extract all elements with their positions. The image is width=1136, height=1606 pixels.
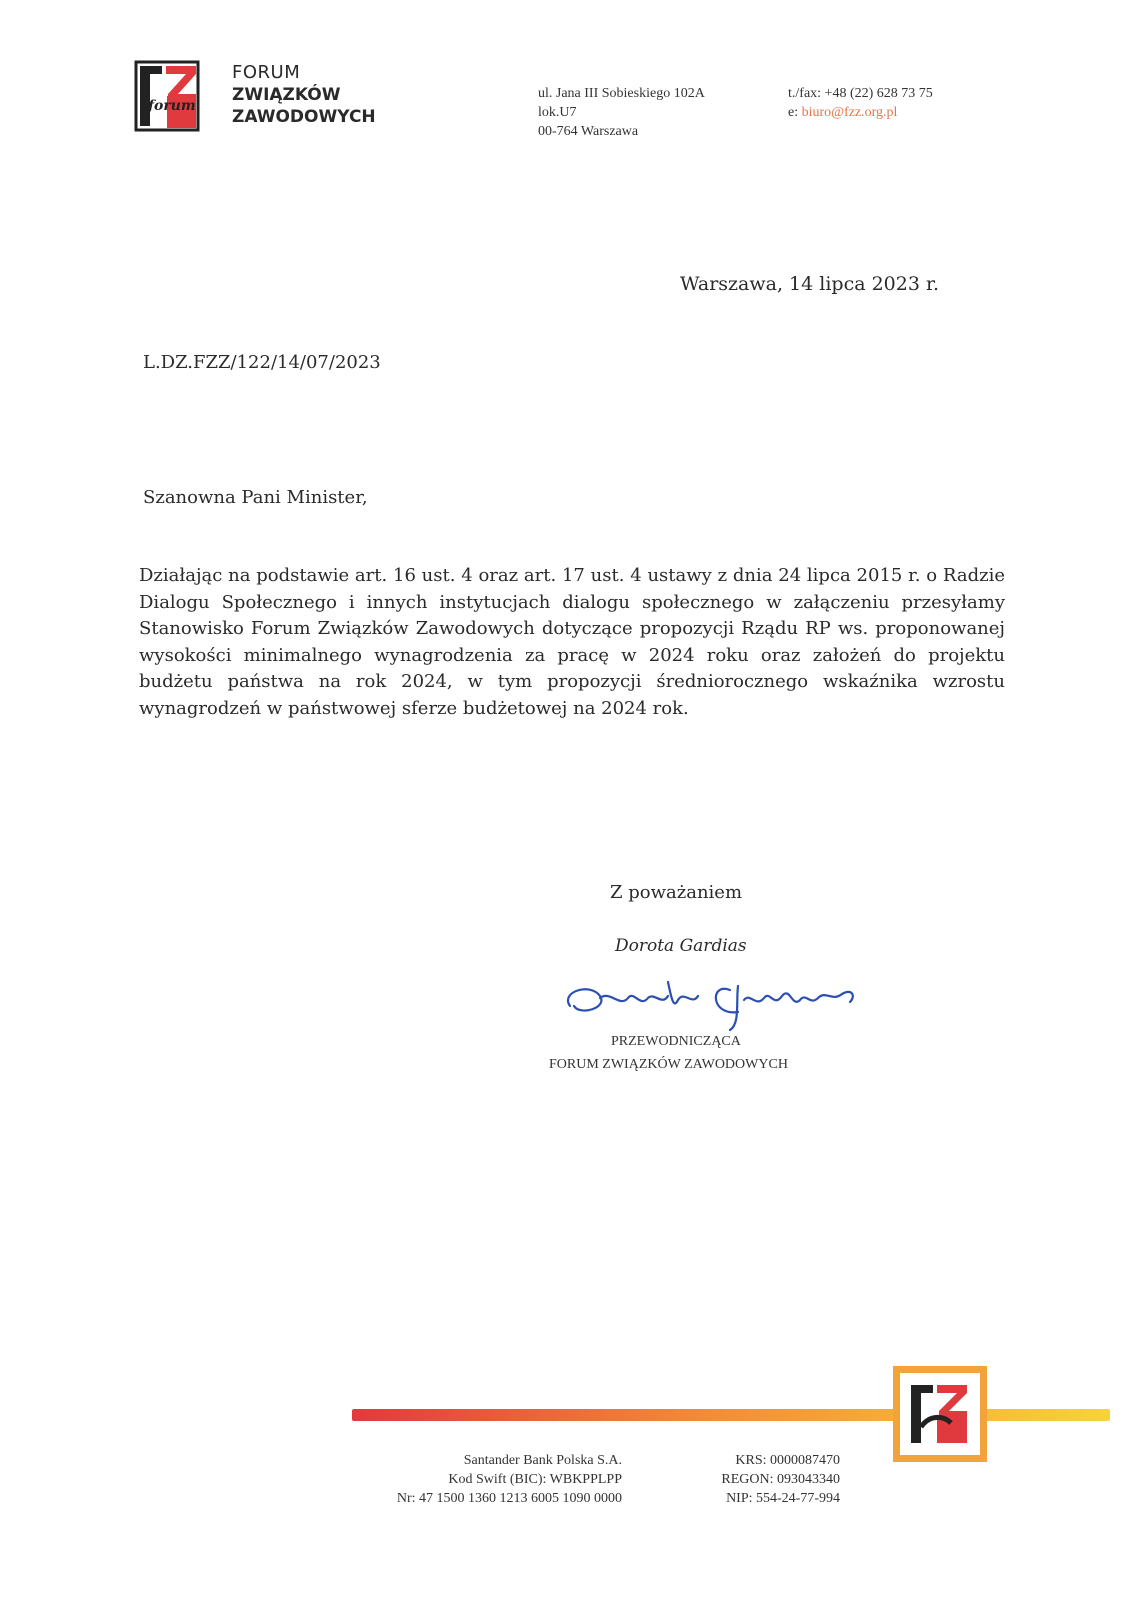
org-name-line: ZAWODOWYCH bbox=[232, 107, 376, 127]
address-block bbox=[538, 84, 705, 141]
registry-line: NIP: 554-24-77-994 bbox=[726, 1491, 840, 1506]
bank-details bbox=[346, 1451, 622, 1508]
registry-details bbox=[664, 1451, 840, 1508]
logo-text: forum bbox=[148, 98, 196, 114]
reference-number: L.DZ.FZZ/122/14/07/2023 bbox=[143, 352, 381, 373]
letter-date: Warszawa, 14 lipca 2023 r. bbox=[680, 273, 940, 295]
address-line: lok.U7 bbox=[538, 105, 577, 120]
registry-line: KRS: 0000087470 bbox=[735, 1453, 840, 1468]
closing: Z poważaniem bbox=[610, 882, 743, 903]
email-link[interactable]: biuro@fzz.org.pl bbox=[801, 105, 898, 120]
letter-body: Działając na podstawie art. 16 ust. 4 oraz art. 17 ust. 4 ustawy z dnia 24 lipca 2015 r. o Radzie Dialogu Społecznego i innych instytucjach dialogu społecznego w załączeniu przesyłamy Stanowisko Forum Związków Zawodowych dotyczące propozycji Rządu RP ws. proponowanej wysokości minimalnego wynagrodzenia za pracę w 2024 roku oraz założeń do projektu budżetu państwa na rok 2024, w tym propozycji średniorocznego wskaźnika wzrostu wynagrodzeń w państwowej sferze budżetowej na 2024 rok. bbox=[139, 565, 1005, 719]
org-name bbox=[232, 62, 376, 128]
contact-block bbox=[788, 84, 933, 122]
address-line: ul. Jana III Sobieskiego 102A bbox=[538, 86, 705, 101]
bank-line: Santander Bank Polska S.A. bbox=[463, 1453, 622, 1468]
footer-fzz-logo bbox=[907, 1381, 973, 1447]
registry-line: REGON: 093043340 bbox=[721, 1472, 840, 1487]
bank-line: Nr: 47 1500 1360 1213 6005 1090 0000 bbox=[396, 1491, 622, 1506]
signer-role: PRZEWODNICZĄCA bbox=[611, 1034, 741, 1049]
address-line: 00-764 Warszawa bbox=[538, 124, 639, 139]
salutation: Szanowna Pani Minister, bbox=[143, 487, 368, 508]
signer-name: Dorota Gardias bbox=[615, 936, 747, 956]
bank-line: Kod Swift (BIC): WBKPPLPP bbox=[448, 1472, 622, 1487]
org-name-line: ZWIĄZKÓW bbox=[232, 85, 341, 105]
org-name-line: FORUM bbox=[232, 62, 301, 83]
footer-gradient-bar bbox=[352, 1409, 1110, 1421]
email-prefix: e: bbox=[788, 105, 802, 120]
email-line bbox=[788, 103, 933, 122]
signer-organization: FORUM ZWIĄZKÓW ZAWODOWYCH bbox=[549, 1057, 788, 1072]
fzz-logo bbox=[134, 60, 200, 132]
handwritten-signature bbox=[560, 972, 870, 1032]
phone: t./fax: +48 (22) 628 73 75 bbox=[788, 86, 933, 101]
